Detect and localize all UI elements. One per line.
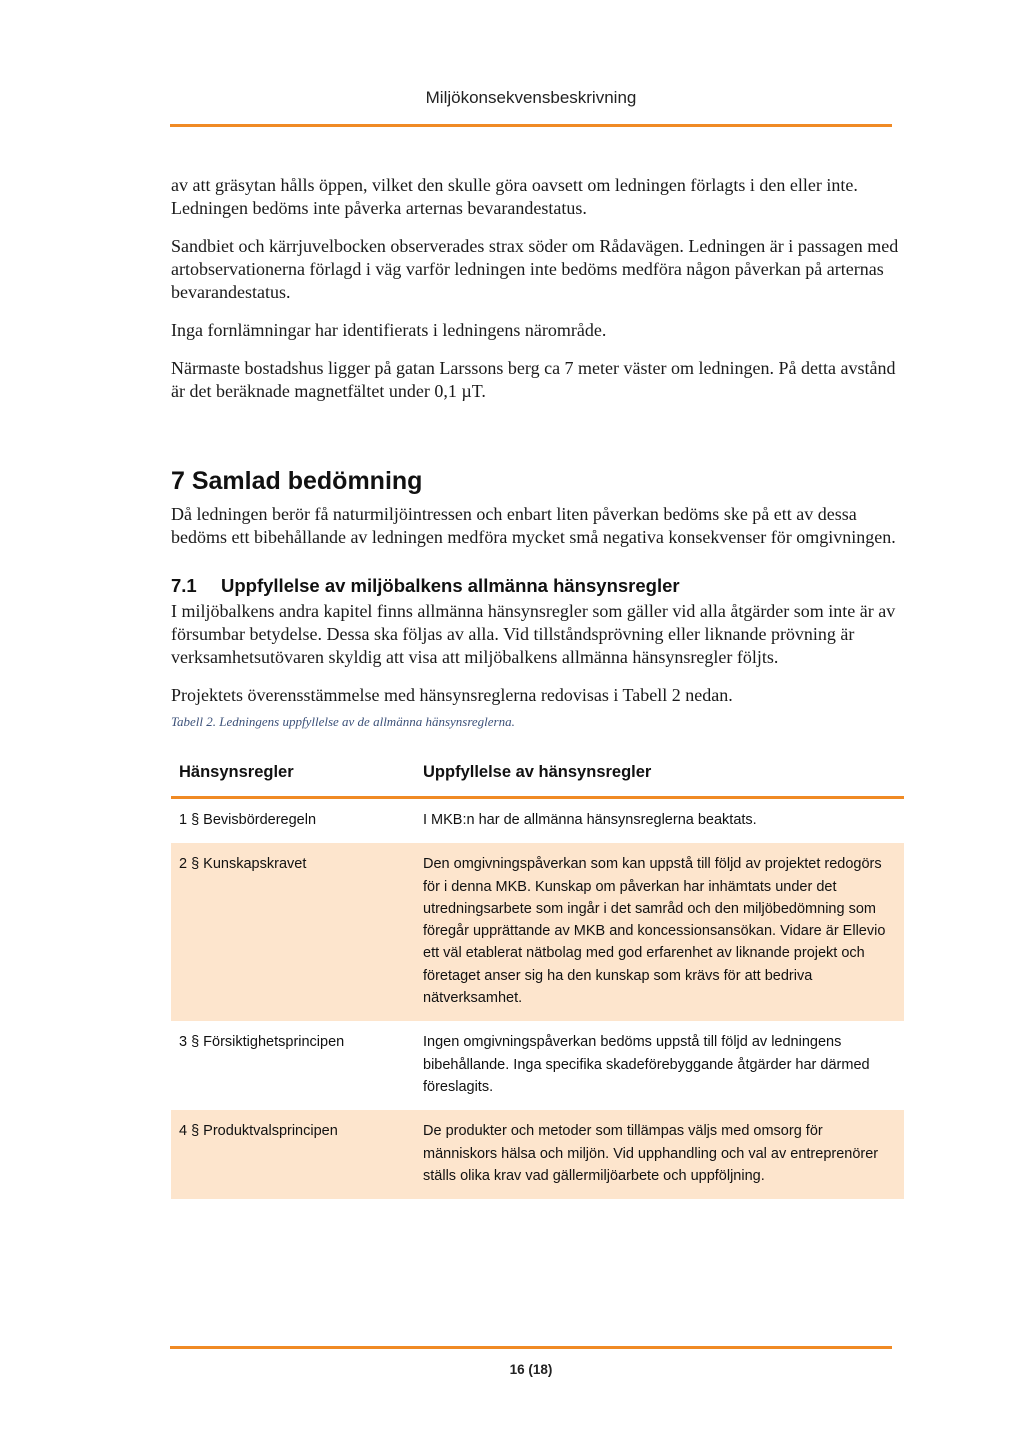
running-header: Miljökonsekvensbeskrivning (425, 88, 637, 107)
rule-name: 2 § Kunskapskravet (171, 843, 415, 1021)
body-paragraph: Inga fornlämningar har identifierats i ledningens närområde. (171, 320, 607, 340)
table-row (171, 843, 904, 1021)
rule-fulfilment: Den omgivningspåverkan som kan uppstå till följd av projektet redogörs för i denna MKB. Kunskap om påverkan har inhämtats under det utredningsarbete som ingår i det samråd och den miljöbedömning som föregår upprättande av MKB and koncessionsansökan. Vidare är Ellevio ett väl etablerat nätbolag med god erfarenhet av liknande projekt och företaget anser sig ha den kunskap som krävs för att bedriva nätverksamhet. (415, 843, 904, 1021)
footer-rule (170, 1346, 892, 1349)
table-row (171, 1021, 904, 1110)
body-paragraph: av att gräsytan hålls öppen, vilket den skulle göra oavsett om ledningen förlagts i den eller inte. Ledningen bedöms inte påverka arternas bevarandestatus. (171, 175, 858, 218)
rule-name: 3 § Försiktighetsprincipen (179, 1034, 345, 1051)
section-7-paragraph: Då ledningen berör få naturmiljöintressen och enbart liten påverkan bedöms ske på ett av dessa bedöms ett bibehållande av ledningen medföra mycket små negativa konsekvenser för omgivningen. (171, 504, 896, 547)
column-header: Uppfyllelse av hänsynsregler (415, 752, 904, 798)
header-rule (170, 124, 892, 127)
page-number: 16 (18) (509, 1362, 553, 1377)
page-content (171, 174, 906, 1199)
section-7-1-paragraph: I miljöbalkens andra kapitel finns allmänna hänsynsregler som gäller vid alla åtgärder som inte är av försumbar betydelse. Dessa ska följas av alla. Vid tillståndsprövning eller liknande prövning är verksamhetsutövaren skyldig att visa att miljöbalkens allmänna hänsynsregler följts. (171, 601, 896, 667)
section-7-1-heading (171, 574, 906, 598)
section-7-1-paragraph: Projektets överensstämmelse med hänsynsreglerna redovisas i Tabell 2 nedan. (171, 685, 733, 705)
body-paragraph: Närmaste bostadshus ligger på gatan Larssons berg ca 7 meter väster om ledningen. På detta avstånd är det beräknade magnetfältet under 0,1 µT. (171, 358, 896, 401)
body-paragraph: Sandbiet och kärrjuvelbocken observerades strax söder om Rådavägen. Ledningen är i passagen med artobservationerna förlagd i väg varför ledningen inte bedöms medföra någon påverkan på arternas bevarandestatus. (171, 236, 899, 302)
section-7-heading: 7 Samlad bedömning (171, 467, 423, 495)
rule-name: 4 § Produktvalsprincipen (171, 1110, 415, 1199)
rules-table (171, 752, 904, 1199)
table-header-row (171, 752, 904, 798)
table-row (171, 1110, 904, 1199)
rule-fulfilment: I MKB:n har de allmänna hänsynsreglerna beaktats. (423, 812, 757, 828)
table-caption: Tabell 2. Ledningens uppfyllelse av de allmänna hänsynsreglerna. (171, 714, 515, 729)
rule-fulfilment: De produkter och metoder som tillämpas väljs med omsorg för människors hälsa och miljön. Vid upphandling och val av entreprenörer ställs olika krav vad gällermiljöarbete och uppföljning. (415, 1110, 904, 1199)
section-title: Uppfyllelse av miljöbalkens allmänna hänsynsregler (221, 575, 680, 596)
column-header: Hänsynsregler (171, 752, 415, 798)
rule-fulfilment: Ingen omgivningspåverkan bedöms uppstå till följd av ledningens bibehållande. Inga specifika skadeförebyggande åtgärder har därmed föreslagits. (423, 1034, 870, 1095)
rule-name: 1 § Bevisbörderegeln (179, 812, 317, 828)
section-number: 7.1 (171, 575, 197, 596)
table-row (171, 798, 904, 844)
